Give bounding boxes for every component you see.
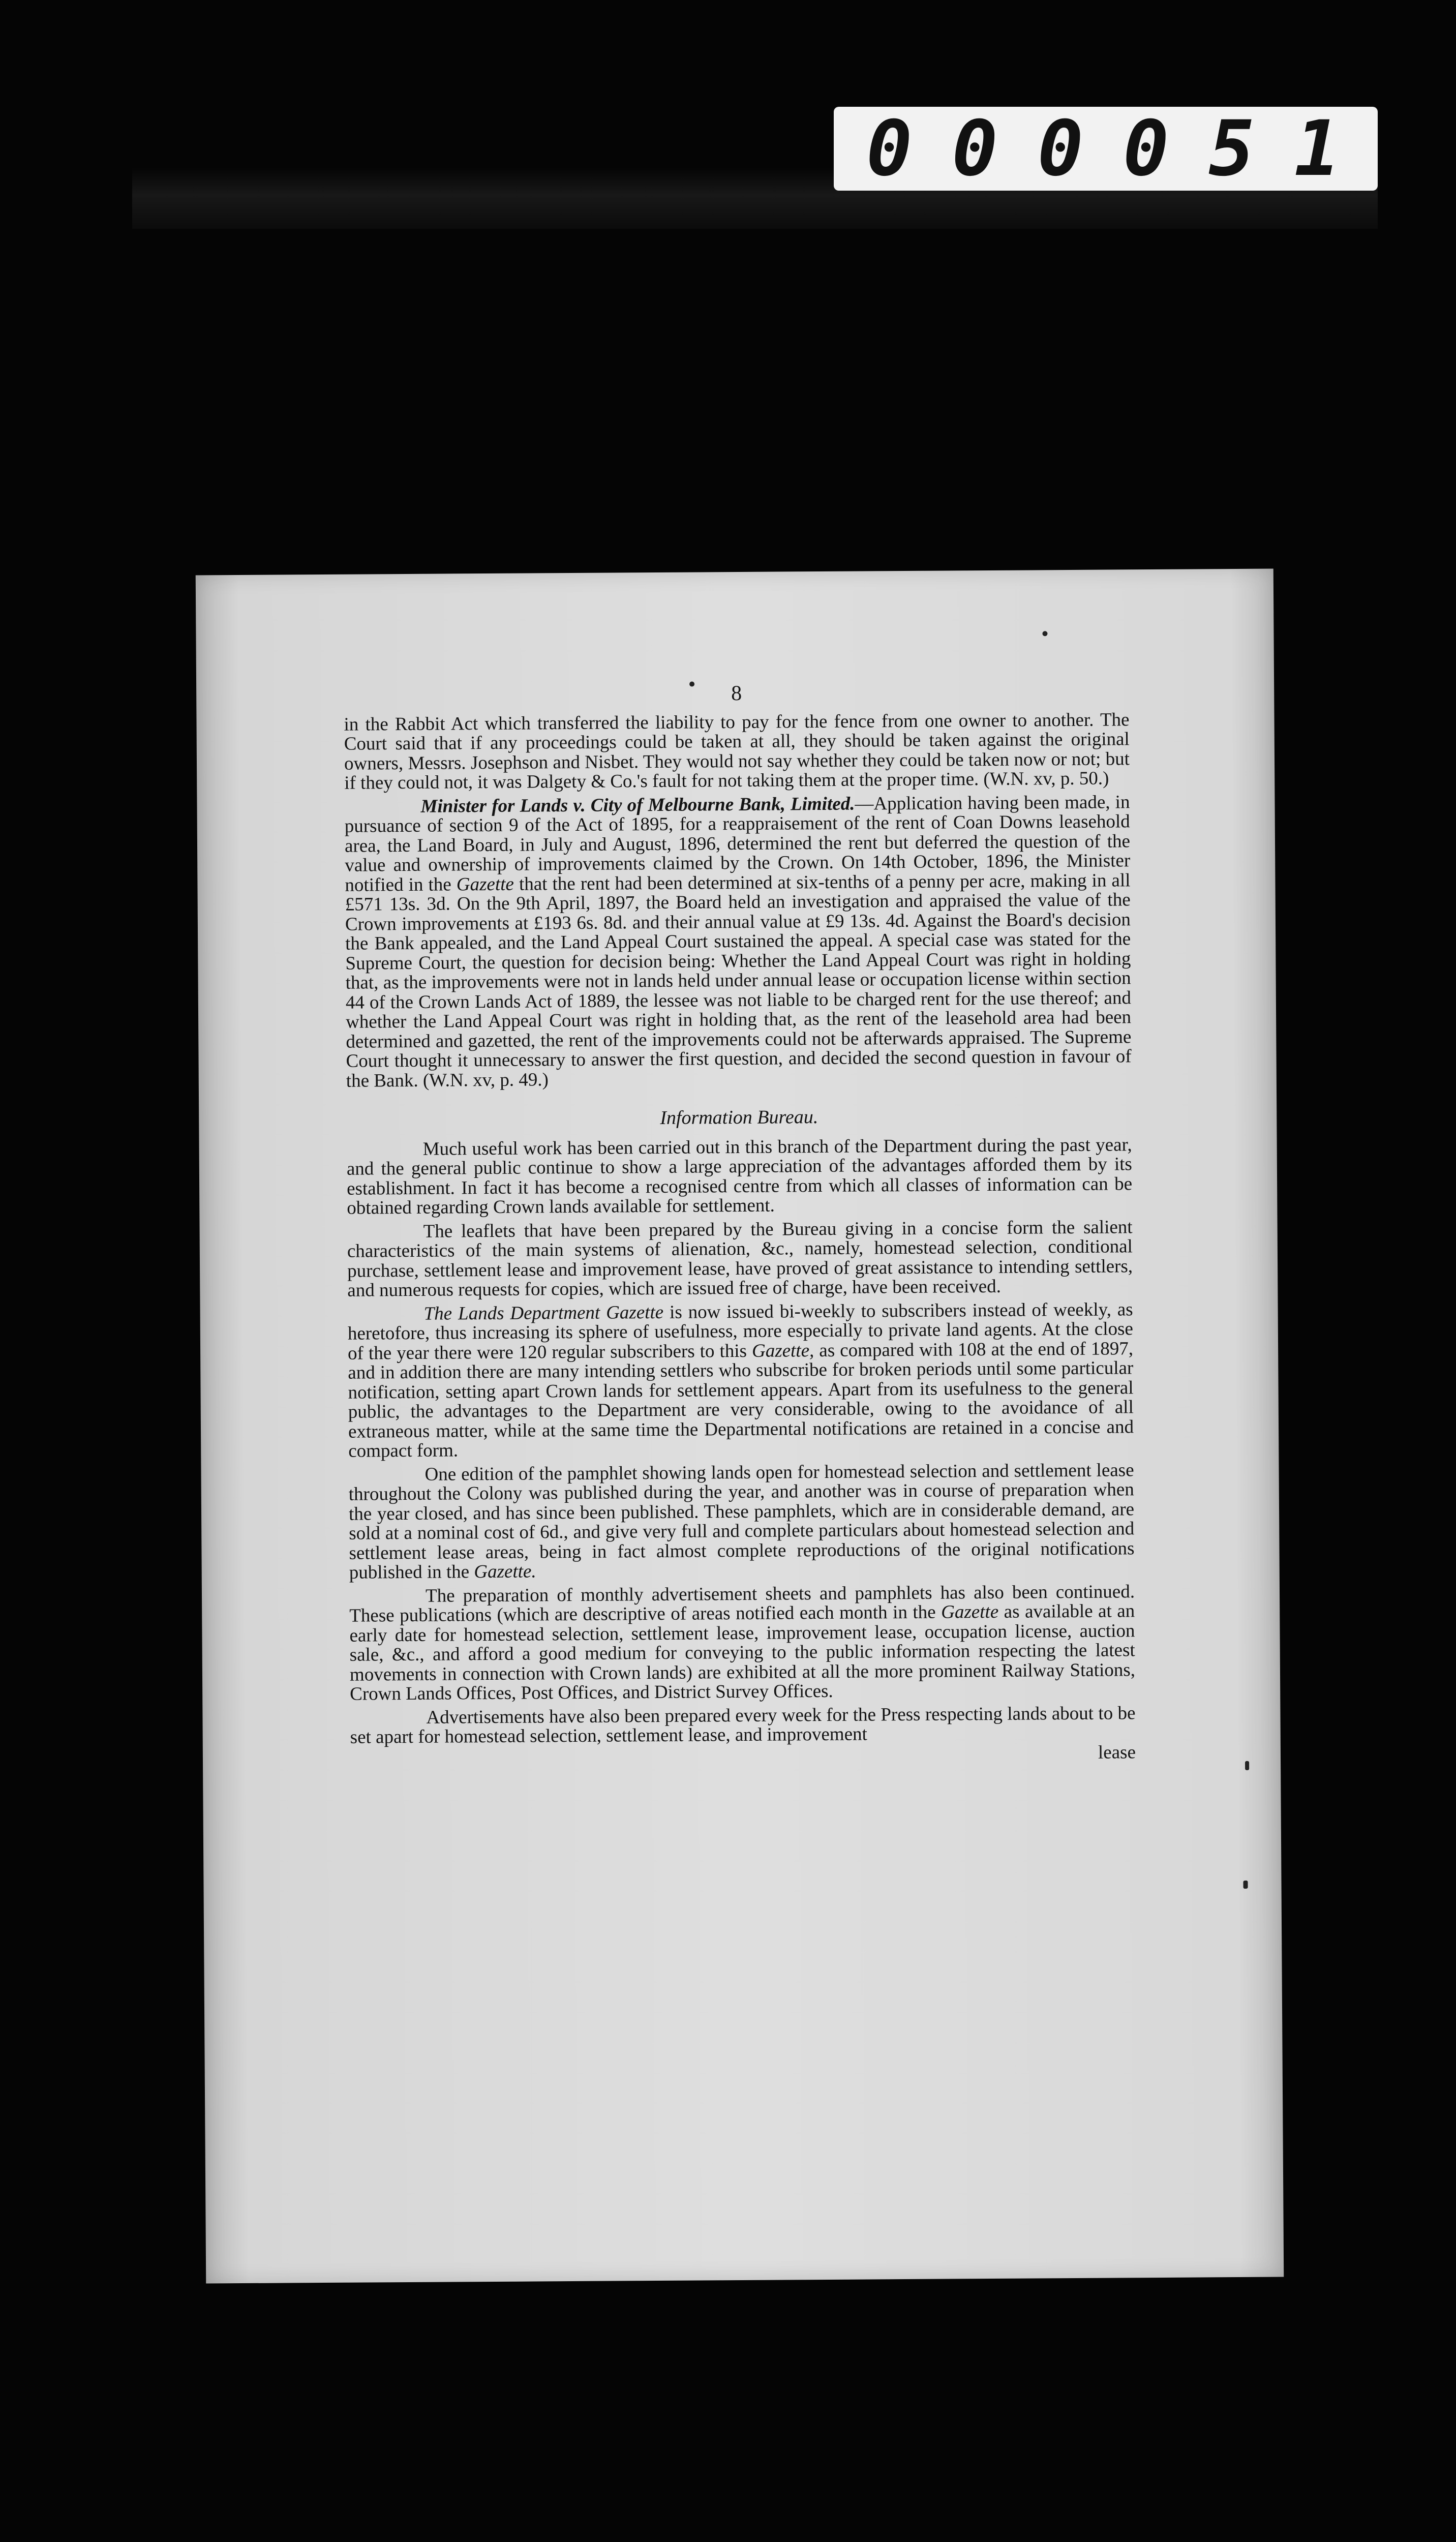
page-text (344, 681, 1136, 1767)
gazette-word: Gazette. (474, 1561, 536, 1583)
paragraph: Much useful work has been carried out in this branch of the Department during the past year, and the general public continue to show a large appreciation of the advantages afforded them by its establishment. In fact it has become a recognised centre from which all classes of information can be obtained regarding Crown lands available for settlement. (346, 1134, 1133, 1219)
case-paragraph (344, 793, 1131, 1091)
page-speck (1042, 631, 1047, 636)
frame-digit: 1 (1294, 104, 1345, 193)
paragraph-text: as available at an early date for homestead selection, settlement lease, improvement lease, occupation license, auction sale, &c., and afford a good medium for conveying to the public information respecting the latest movements in connection with Crown lands) are exhibited at all the more prominent Railway Stations, Crown Lands Offices, Post Offices, and District Survey Offices. (349, 1600, 1136, 1705)
paragraph-text: as compared with 108 at the end of 1897, and in addition there are many intending settlers who subscribe for broken periods until some particular notification, setting apart Crown lands for settlement appears. Apart from its usefulness to the general public, the advantages to the Department are very considerable, owing to the avoidance of all extraneous matter, while at the same time the Departmental notifications are retained in a concise and compact form. (348, 1338, 1134, 1462)
case-name: Minister for Lands v. City of Melbourne Bank, Limited. (420, 793, 855, 817)
case-text: —Application having been made, in pursuance of section 9 of the Act of 1895, for a reappraisement of the rent of Coan Downs leasehold area, the Land Board, in July and August, 1896, determined the rent but deferred the question of the value and ownership of improvements claimed by the Crown. On 14th October, 1896, the Minister notified in the (344, 791, 1131, 896)
page-speck (1245, 1761, 1249, 1770)
gazette-word: Gazette, (751, 1340, 814, 1361)
gazette-word: Gazette (456, 873, 514, 895)
section-heading: Information Bureau. (660, 1106, 818, 1129)
gazette-title: The Lands Department Gazette (423, 1302, 664, 1324)
paragraph-text: One edition of the pamphlet showing lands open for homestead selection and settlement lease throughout the Colony was published during the year, and another was in course of preparation when the year closed, and has since been published. These pamphlets, which are in considerable demand, are sold at a nominal cost of 6d., and give very full and complete particulars about homestead selection and settlement lease areas, being in fact almost complete reproductions of the original notifications published in the (348, 1459, 1135, 1583)
frame-digit: 0 (952, 104, 1003, 193)
paragraph: Advertisements have also been prepared every week for the Press respecting lands about to be set apart for homestead selection, settlement lease, and improvement (350, 1702, 1136, 1748)
paragraph: The leaflets that have been prepared by the Bureau giving in a concise form the salient characteristics of the main systems of alienation, &c., namely, homestead selection, conditional purchase, settlement lease and improvement lease, have proved of great assistance to intending settlers, and numerous requests for copies, which are issued free of charge, have been received. (347, 1216, 1133, 1301)
gazette-paragraph (348, 1300, 1134, 1461)
frame-number-label (834, 104, 1378, 193)
page-speck (1243, 1881, 1248, 1889)
frame-digit: 0 (866, 104, 918, 193)
paragraph-text: The preparation of monthly advertisement sheets and pamphlets has also been continued. These publications (which are descriptive of areas notified each month in the (349, 1581, 1135, 1626)
gazette-word: Gazette (941, 1601, 999, 1623)
frame-digit: 5 (1208, 104, 1260, 193)
frame-digit: 0 (1037, 104, 1088, 193)
pamphlet-paragraph (348, 1461, 1134, 1583)
page-number: 8 (731, 681, 742, 706)
monthly-paragraph (349, 1582, 1135, 1704)
paragraph-text: is now issued bi-weekly to subscribers instead of weekly, as heretofore, thus increasing its sphere of usefulness, more especially to private land agents. At the close of the year there were 120 regular subscribers to this (347, 1298, 1133, 1364)
case-text: that the rent had been determined at six-tenths of a penny per acre, making in all £571 13s. 3d. On the 9th April, 1897, the Board held an investigation and appraised the value of the Crown improvements at £193 6s. 8d. and their annual value at £9 13s. 4d. Against the Board's decision the Bank appealed, and the Land Appeal Court sustained the appeal. A special case was stated for the Supreme Court, the question for decision being: Whether the Land Appeal Court was right in holding that, as the improvements were not in lands held under annual lease or occupation license within section 44 of the Crown Lands Act of 1889, the lessee was not liable to be charged rent for the use thereof; and whether the Land Appeal Court was right in holding that, as the rent of the leasehold area had been determined and gazetted, the rent of the improvements could not be afterwards appraised. The Supreme Court thought it unnecessary to answer the first question, and decided the second question in favour of the Bank. (W.N. xv, p. 49.) (345, 869, 1132, 1092)
paragraph: in the Rabbit Act which transferred the liability to pay for the fence from one owner to another. The Court said that if any proceedings could be taken at all, they should be taken against the original owners, Messrs. Josephson and Nisbet. They would not say whether they could be taken now or not; but if they could not, it was Dalgety & Co.'s fault for not taking them at the proper time. (W.N. xv, p. 50.) (344, 709, 1130, 794)
document-page (196, 569, 1284, 2284)
frame-digit: 0 (1123, 104, 1174, 193)
catch-word: lease (1098, 1741, 1136, 1763)
